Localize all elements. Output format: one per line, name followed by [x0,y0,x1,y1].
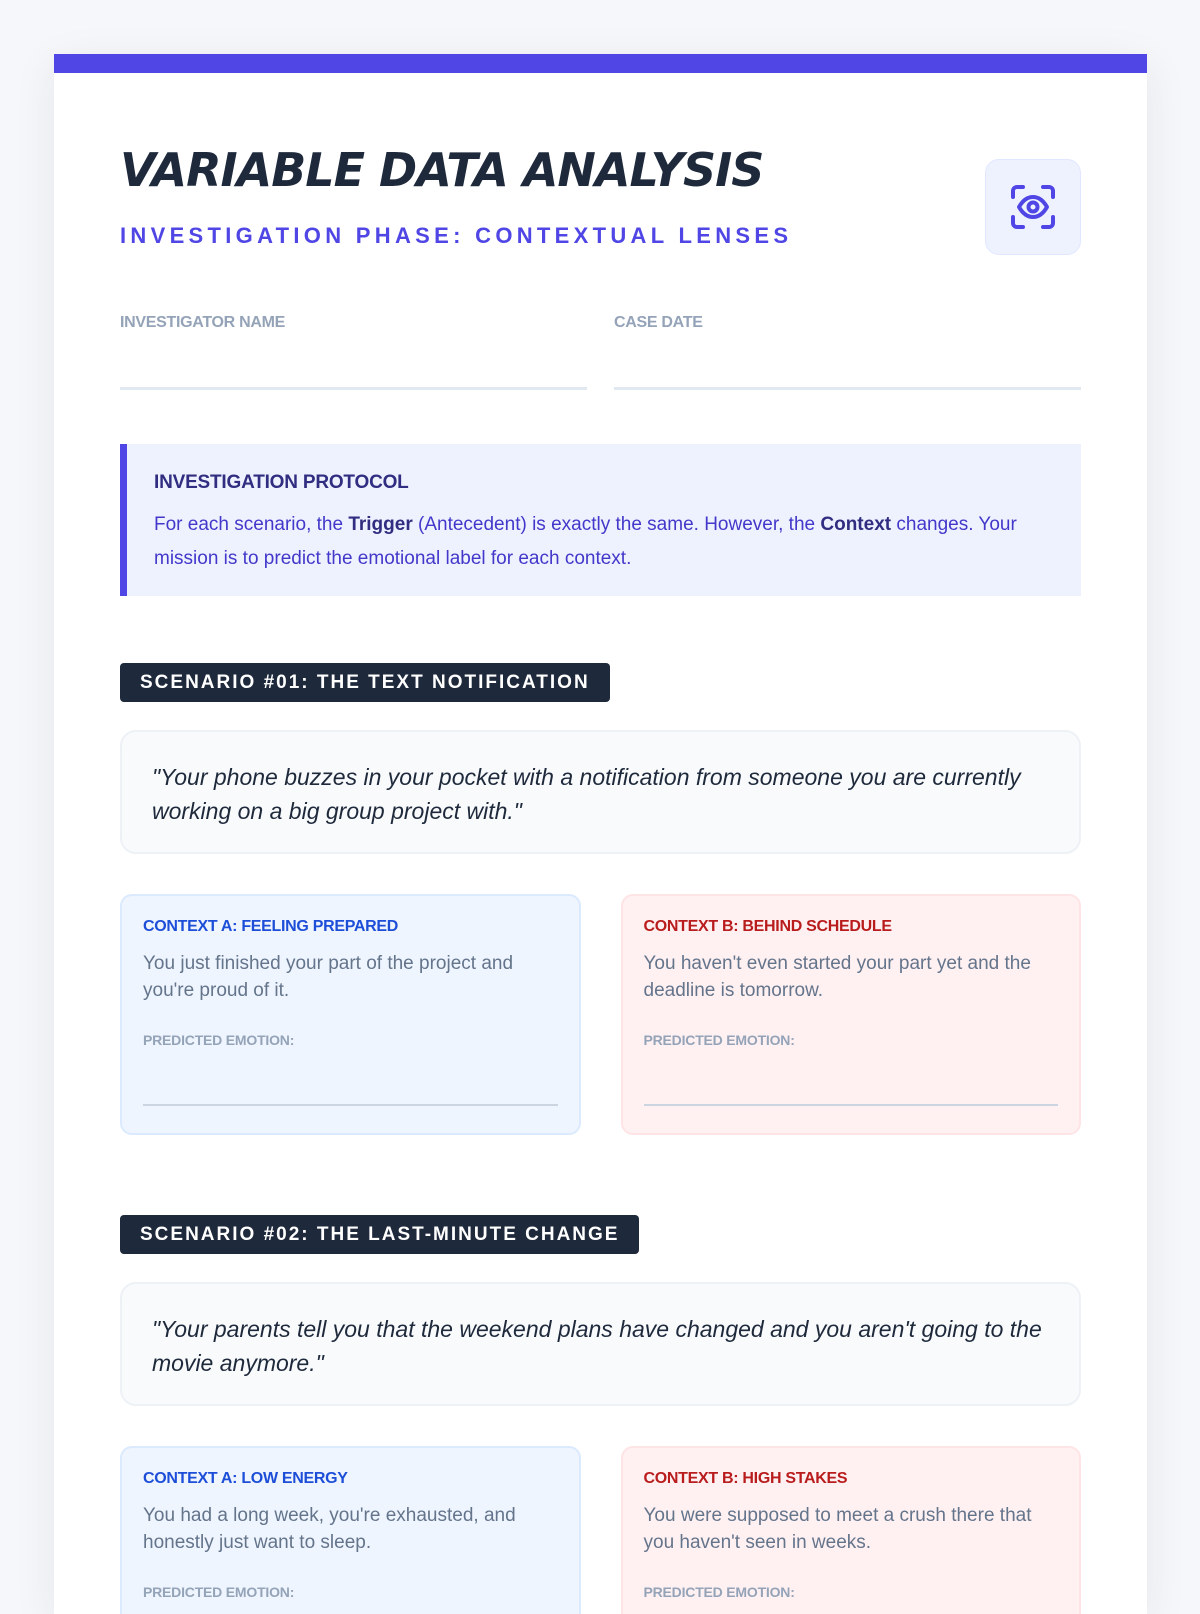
page-subtitle: INVESTIGATION PHASE: CONTEXTUAL LENSES [120,223,793,248]
context-b-text: You haven't even started your part yet and the deadline is tomorrow. [643,953,1031,1001]
context-b-label: CONTEXT B: BEHIND SCHEDULE [643,918,892,935]
context-cards [120,1446,1081,1614]
investigator-name-input[interactable] [120,358,587,390]
case-date-label: CASE DATE [614,314,703,331]
context-b-card [621,894,1082,1135]
date-field [614,313,1081,390]
protocol-box [120,444,1081,596]
scenario-tag: SCENARIO #01: THE TEXT NOTIFICATION [120,663,610,702]
predicted-emotion-input[interactable] [143,1048,558,1106]
protocol-context-word: Context [820,514,892,535]
context-a-text: You just finished your part of the project and you're proud of it. [143,953,514,1001]
eye-scan-icon [985,159,1081,255]
info-fields [120,313,1081,390]
case-date-input[interactable] [614,358,1081,390]
predicted-emotion-label: PREDICTED EMOTION: [643,1584,795,1600]
protocol-text [154,508,1049,576]
context-a-label: CONTEXT A: FEELING PREPARED [143,918,399,935]
scenario-2 [120,1215,1081,1614]
protocol-trigger-word: Trigger [348,514,413,535]
scenario-1 [120,663,1081,1135]
scenario-trigger: "Your phone buzzes in your pocket with a notification from someone you are currently working on a big group project with." [120,730,1081,854]
page-title: VARIABLE DATA ANALYSIS [120,143,764,197]
context-b-label: CONTEXT B: HIGH STAKES [643,1470,848,1487]
predicted-emotion-label: PREDICTED EMOTION: [143,1584,295,1600]
context-a-card [120,894,581,1135]
predicted-emotion-input[interactable] [644,1600,1059,1614]
context-a-card [120,1446,581,1614]
context-b-text: You were supposed to meet a crush there that you haven't seen in weeks. [643,1505,1032,1553]
predicted-emotion-input[interactable] [143,1600,558,1614]
worksheet [54,54,1147,1614]
predicted-emotion-label: PREDICTED EMOTION: [643,1032,795,1048]
predicted-emotion-label: PREDICTED EMOTION: [143,1032,295,1048]
scenario-tag: SCENARIO #02: THE LAST-MINUTE CHANGE [120,1215,639,1254]
header [120,73,1081,313]
protocol-text-1: For each scenario, the [154,514,349,535]
context-b-card [621,1446,1082,1614]
scenario-trigger: "Your parents tell you that the weekend plans have changed and you aren't going to the movie anymore." [120,1282,1081,1406]
context-a-label: CONTEXT A: LOW ENERGY [143,1470,348,1487]
investigator-field [120,313,587,390]
protocol-title: INVESTIGATION PROTOCOL [154,472,409,493]
investigator-label: INVESTIGATOR NAME [120,314,285,331]
predicted-emotion-input[interactable] [644,1048,1059,1106]
protocol-text-2: (Antecedent) is exactly the same. However, the [412,514,821,535]
accent-bar [54,54,1147,73]
context-a-text: You had a long week, you're exhausted, and honestly just want to sleep. [143,1505,516,1553]
context-cards [120,894,1081,1135]
protocol-text-3: changes. Your mission is to predict the emotional label for each context. [154,514,1017,569]
